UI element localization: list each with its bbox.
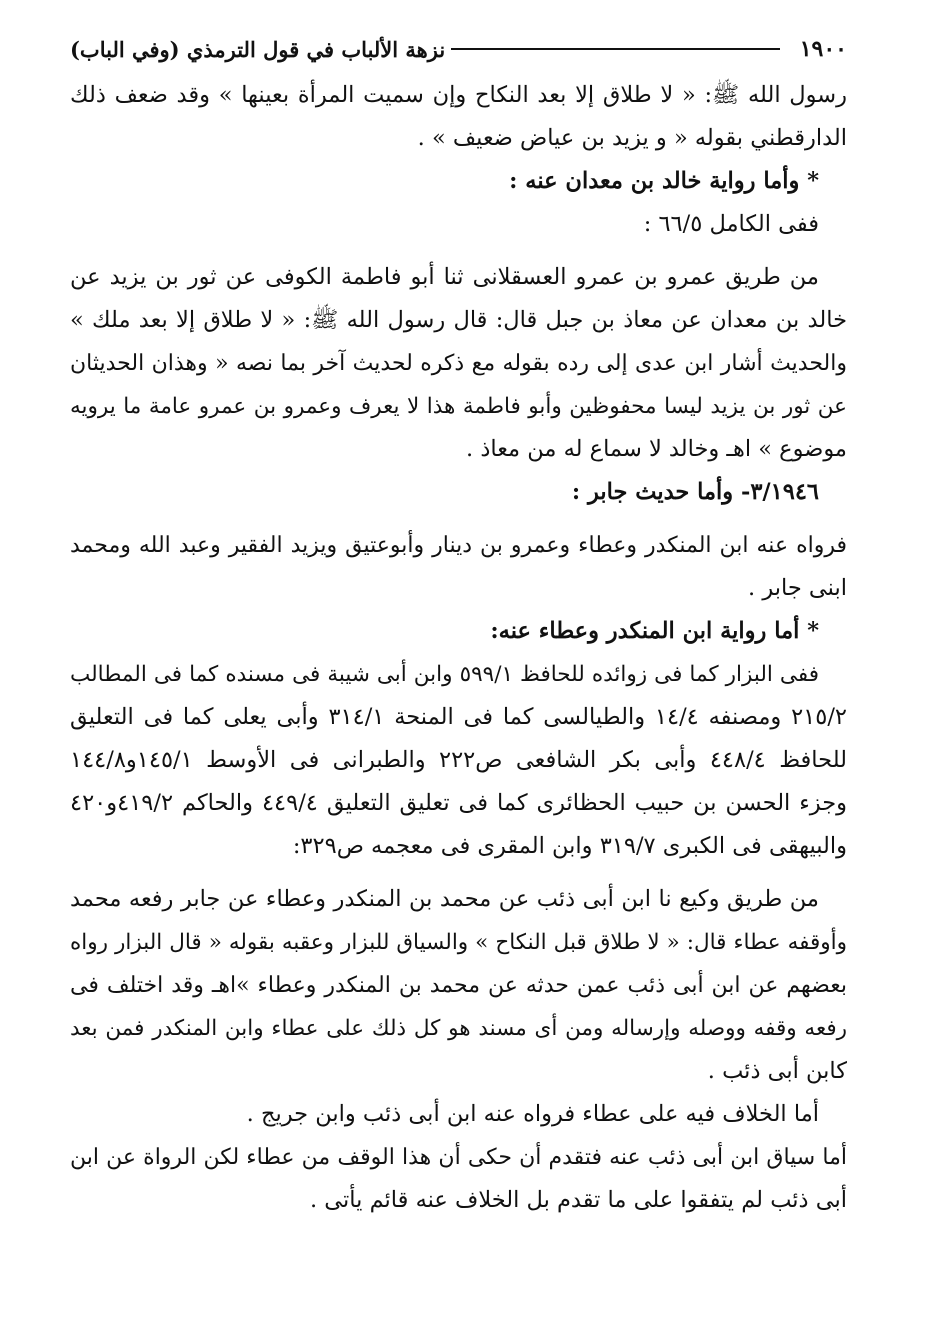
text-line: عن ثور بن يزيد ليسا محفوظين وأبو فاطمة هذا لا يعرف وعمرو بن عمرو عامة ما يرويه xyxy=(70,394,847,419)
text-line: أبى ذئب لم يتفقوا على ما تقدم بل الخلاف عنه قائم يأتى . xyxy=(309,1187,847,1213)
running-title: نزهة الألباب في قول الترمذي (وفي الباب) xyxy=(70,36,446,62)
page-number: ١٩٠٠ xyxy=(799,36,847,62)
text-line: ٢١٥/٢ ومصنفه ١٤/٤ والطيالسى كما فى المنحة ٣١٤/١ وأبى يعلى كما فى التعليق xyxy=(70,704,848,730)
text-line: والحديث أشار ابن عدى إلى رده بقوله مع ذكره لحديث آخر بما نصه « وهذان الحديثان xyxy=(70,351,847,376)
text-line: والبيهقى فى الكبرى ٣١٩/٧ وابن المقرى فى معجمه ص٣٢٩: xyxy=(292,833,847,859)
text-line: بعضهم عن ابن أبى ذئب عمن حدثه عن محمد بن المنكدر وعطاء »اهـ وقد اختلف فى xyxy=(70,973,847,998)
text-line: من طريق وكيع نا ابن أبى ذئب عن محمد بن المنكدر وعطاء عن جابر رفعه محمد xyxy=(70,886,819,912)
text-line: للحافظ ٤٤٨/٤ وأبى بكر الشافعى ص٢٢٢ والطبرانى فى الأوسط ١٤٥/١و١٤٤/٨ xyxy=(70,747,847,773)
text-line: ففى البزار كما فى زوائده للحافظ ٥٩٩/١ وابن أبى شيبة فى مسنده كما فى المطالب xyxy=(70,662,819,687)
text-line: أما سياق ابن أبى ذئب عنه فتقدم أن حكى أن هذا الوقف من عطاء لكن الرواة عن ابن xyxy=(70,1145,847,1170)
spacer xyxy=(70,868,847,878)
spacer xyxy=(70,246,847,256)
text-line: رفعه وقفه ووصله وإرساله ومن أى مسند هو كل ذلك على عطاء وابن المنكدر فمن بعد xyxy=(70,1016,847,1041)
text-line: الدارقطني بقوله « و يزيد بن عياض ضعيف » . xyxy=(417,125,847,151)
text-line: فرواه عنه ابن المنكدر وعطاء وعمرو بن دينار وأبوعتيق ويزيد الفقير وعبد الله ومحمد xyxy=(70,533,847,558)
text-line: خالد بن معدان عن معاذ بن جبل قال: قال رسول الله ﷺ: « لا طلاق إلا بعد ملك » xyxy=(70,307,847,333)
section-heading: * أما رواية ابن المنكدر وعطاء عنه: xyxy=(490,618,819,644)
text-line: موضوع » اهـ وخالد لا سماع له من معاذ . xyxy=(466,436,847,462)
spacer xyxy=(70,514,847,524)
page-header xyxy=(70,30,847,68)
text-line: من طريق عمرو بن عمرو العسقلانى ثنا أبو فاطمة الكوفى عن ثور بن يزيد عن xyxy=(70,264,819,290)
section-heading: ٣/١٩٤٦- وأما حديث جابر : xyxy=(571,479,819,505)
text-line: رسول الله ﷺ: « لا طلاق إلا بعد النكاح وإن سميت المرأة بعينها » وقد ضعف ذلك xyxy=(70,82,847,108)
page-body xyxy=(70,74,847,1222)
text-line: أما الخلاف فيه على عطاء فرواه عنه ابن أبى ذئب وابن جريج . xyxy=(246,1101,819,1127)
text-line: وأوقفه عطاء قال: « لا طلاق قبل النكاح » والسياق للبزار وعقبه بقوله « قال البزار رواه xyxy=(70,930,847,955)
text-line: ابنى جابر . xyxy=(748,575,847,601)
text-line: وجزء الحسن بن حبيب الحظائرى كما فى تعليق التعليق ٤٤٩/٤ والحاكم ٤١٩/٢و٤٢٠ xyxy=(70,790,847,816)
source-reference: ففى الكامل ٦٦/٥ : xyxy=(643,211,819,237)
header-rule xyxy=(451,48,780,50)
section-heading: * وأما رواية خالد بن معدان عنه : xyxy=(509,168,819,194)
text-line: كابن أبى ذئب . xyxy=(707,1058,847,1084)
